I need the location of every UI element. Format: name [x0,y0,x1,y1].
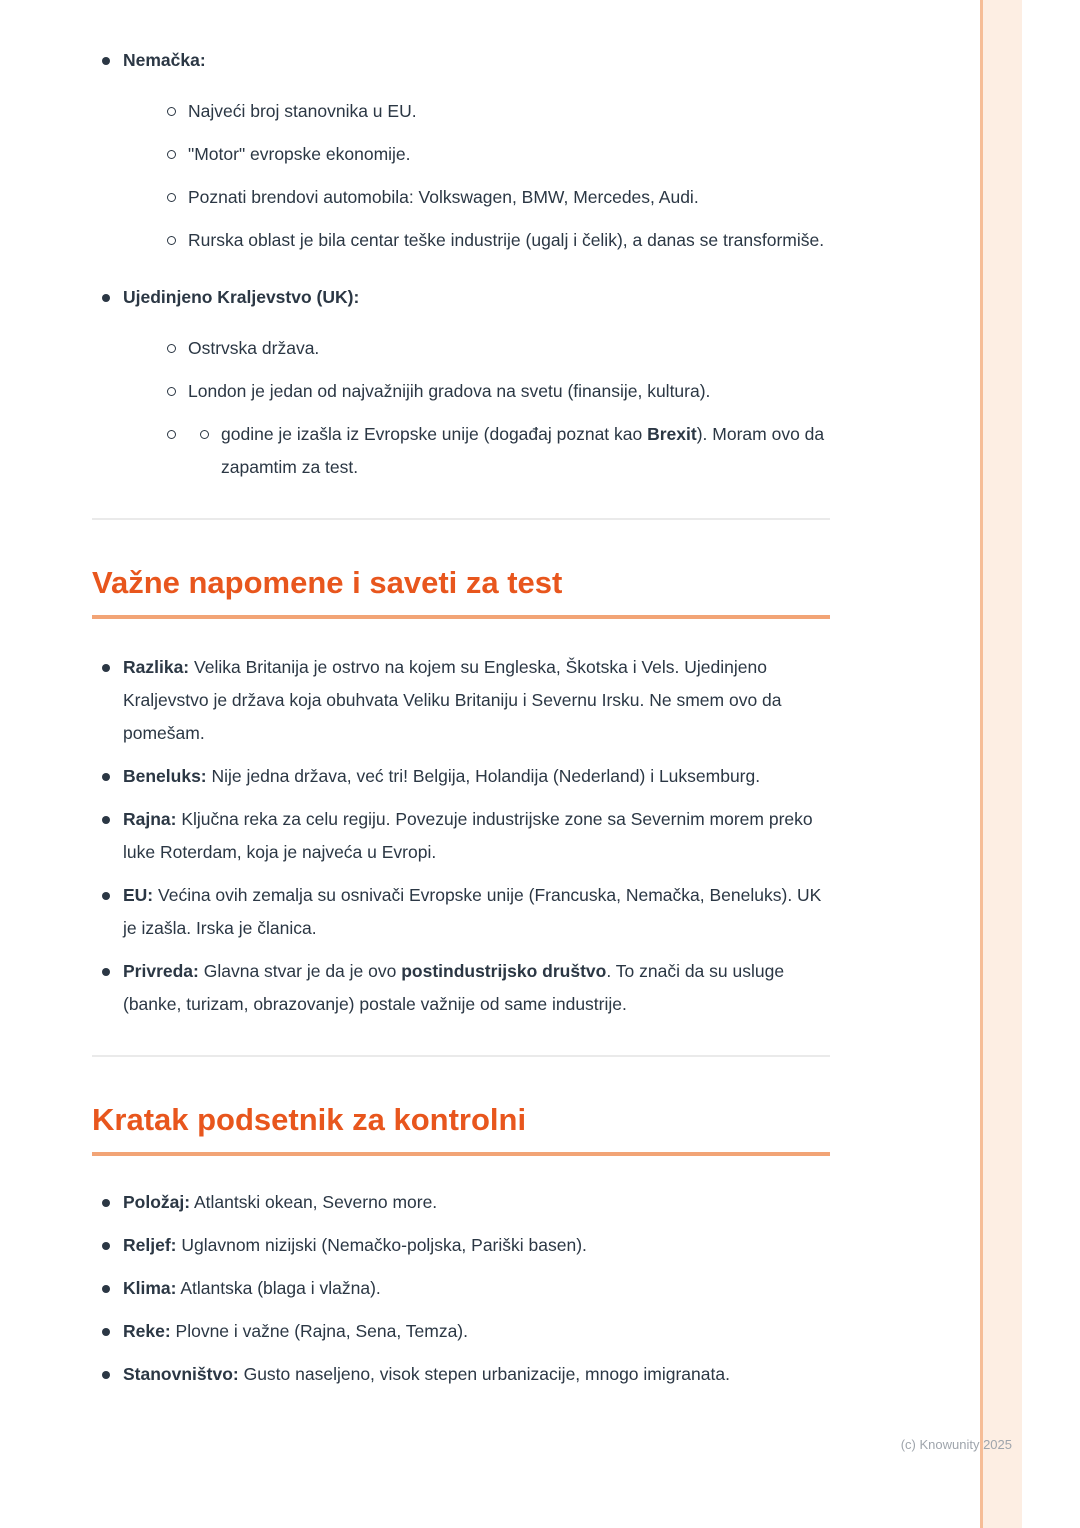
nested-circle-bullet-icon [200,430,209,439]
list-item-text [123,766,760,786]
bullet-icon [102,1285,110,1293]
bullet-icon [102,816,110,824]
item-body: Nije jedna država, već tri! Belgija, Holandija (Nederland) i Luksemburg. [206,766,761,786]
item-body: Gusto naseljeno, visok stepen urbanizacije, mnogo imigranata. [238,1364,730,1384]
text-part: ). Moram ovo da zapamtim za test. [221,424,825,477]
list-item [155,181,830,214]
list-item [92,1229,830,1262]
section-divider [92,518,830,520]
page-edge-decoration [980,0,1022,1528]
list-item [155,224,830,257]
text-part: godine je izašla iz Evropske unije (događaj poznat kao [221,424,648,444]
list-item-text [123,885,821,938]
list-item-text: Najveći broj stanovnika u EU. [188,101,417,121]
list-item-text [221,424,824,477]
list-item-text [123,657,782,743]
list-item-text [123,961,784,1014]
item-body: Atlantska (blaga i vlažna). [176,1278,381,1298]
bullet-icon [102,968,110,976]
list-item-text: Ostrvska država. [188,338,320,358]
item-label: Beneluks: [123,766,207,786]
item-body: . To znači da su usluge (banke, turizam, obrazovanje) postale važnije od same industrije. [123,961,785,1014]
section-title-reminder: Kratak podsetnik za kontrolni [92,1102,527,1137]
bullet-icon [102,892,110,900]
bullet-icon [102,1371,110,1379]
list-item [155,418,830,484]
circle-bullet-icon [167,430,176,439]
list-item [155,332,830,365]
circle-bullet-icon [167,344,176,353]
list-item-text [123,809,813,862]
item-label: Stanovništvo: [123,1364,239,1384]
circle-bullet-icon [167,150,176,159]
item-label: Privreda: [123,961,199,981]
list-item [92,803,830,869]
item-label: Reljef: [123,1235,177,1255]
item-label: Reke: [123,1321,171,1341]
title-underline [92,1152,830,1156]
item-body: Velika Britanija je ostrvo na kojem su Engleska, Škotska i Vels. Ujedinjeno Kraljevstvo je država koja obuhvata Veliku Britaniju i Severnu Irsku. Ne smem ovo da pomešam. [123,657,782,743]
copyright-notice: (c) Knowunity 2025 [900,1437,1012,1452]
bold-text: postindustrijsko društvo [401,961,607,981]
list-item-text [123,1235,587,1255]
list-item-text [123,1364,730,1384]
bullet-icon [102,294,110,302]
bullet-icon [102,773,110,781]
title-underline [92,615,830,619]
bullet-icon [102,57,110,65]
item-label: Rajna: [123,809,177,829]
section-divider [92,1055,830,1057]
circle-bullet-icon [167,387,176,396]
bullet-icon [102,1242,110,1250]
notes-list [92,651,830,1021]
item-body: Većina ovih zemalja su osnivači Evropske unije (Francuska, Nemačka, Beneluks). UK je izašla. Irska je članica. [123,885,822,938]
item-label: EU: [123,885,154,905]
item-label: Položaj: [123,1192,191,1212]
item-body: Ključna reka za celu regiju. Povezuje industrijske zone sa Severnim morem preko luke Roterdam, koja je najveća u Evropi. [123,809,813,862]
circle-bullet-icon [167,236,176,245]
bold-text: Brexit [647,424,697,444]
list-item [155,375,830,408]
sub-list [155,95,830,257]
list-item-text: London je jedan od najvažnijih gradova na svetu (finansije, kultura). [188,381,711,401]
list-item [92,1272,830,1305]
item-body: Uglavnom nizijski (Nemačko-poljska, Pariški basen). [176,1235,587,1255]
list-item [155,95,830,128]
list-item [92,955,830,1021]
list-item [92,879,830,945]
country-list [92,44,830,484]
list-item [155,138,830,171]
item-label: Klima: [123,1278,177,1298]
list-item-text [123,1278,381,1298]
list-item [92,651,830,750]
bullet-icon [102,1199,110,1207]
list-item [92,1186,830,1219]
list-item-uk [92,281,830,484]
list-item [92,760,830,793]
list-item-text: "Motor" evropske ekonomije. [188,144,411,164]
bullet-icon [102,664,110,672]
list-item-text [123,1192,437,1212]
list-item-text [123,1321,468,1341]
list-item [92,1315,830,1348]
list-item-text: Poznati brendovi automobila: Volkswagen, BMW, Mercedes, Audi. [188,187,699,207]
bullet-icon [102,1328,110,1336]
list-item-germany [92,44,830,257]
item-label: Razlika: [123,657,190,677]
item-body: Glavna stvar je da je ovo [198,961,402,981]
reminder-list [92,1186,830,1391]
list-item-label: Nemačka: [123,50,206,70]
sub-list [155,332,830,484]
circle-bullet-icon [167,107,176,116]
list-item-label: Ujedinjeno Kraljevstvo (UK): [123,287,360,307]
section-title-notes: Važne napomene i saveti za test [92,565,563,600]
item-body: Plovne i važne (Rajna, Sena, Temza). [170,1321,469,1341]
circle-bullet-icon [167,193,176,202]
list-item [92,1358,830,1391]
document-content [92,44,830,1401]
item-body: Atlantski okean, Severno more. [190,1192,438,1212]
list-item-text: Rurska oblast je bila centar teške industrije (ugalj i čelik), a danas se transformiše. [188,230,825,250]
